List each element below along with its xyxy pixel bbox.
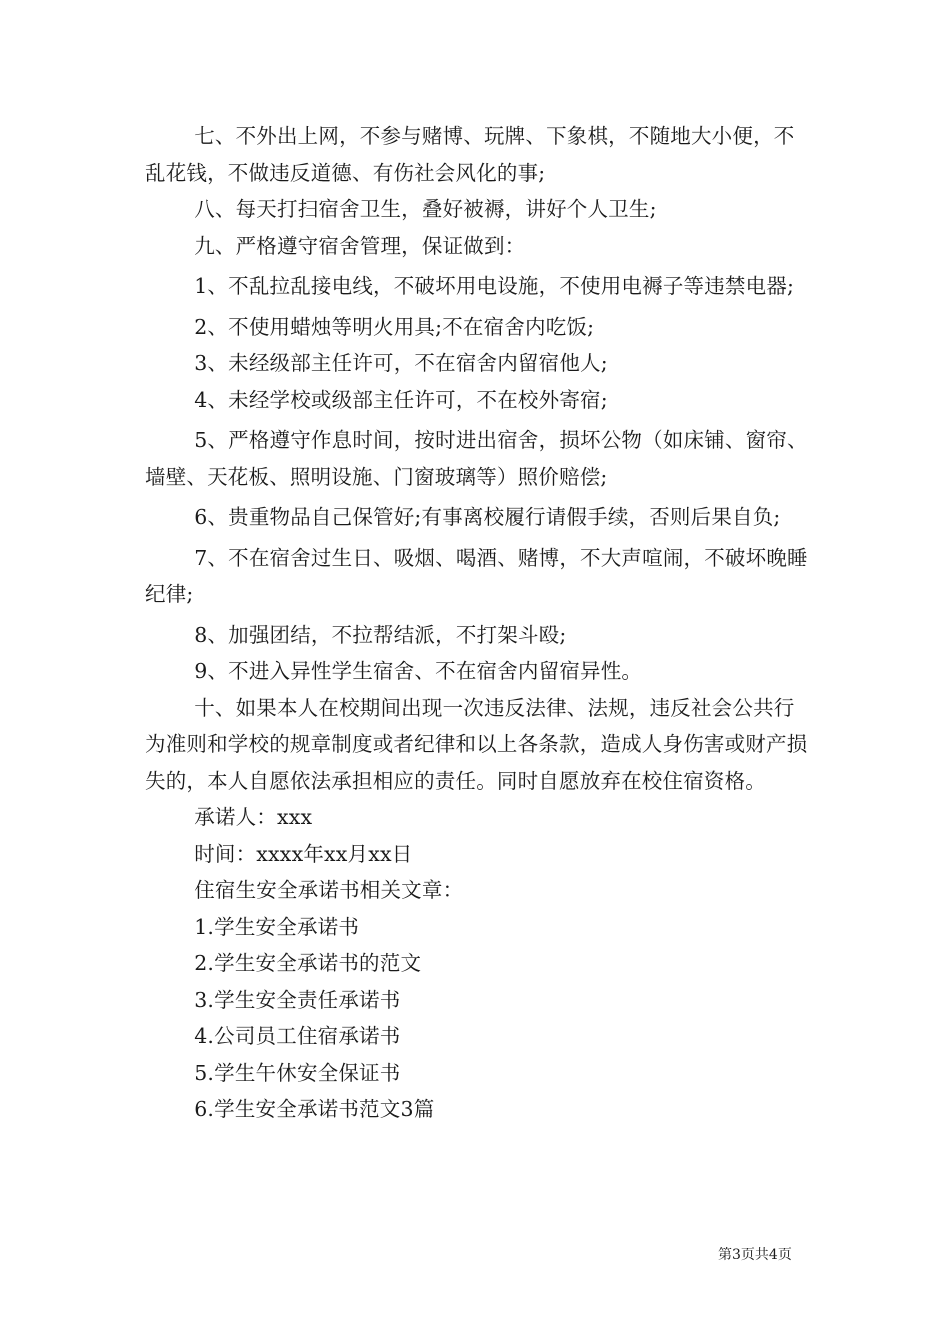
rule-3: 3、未经级部主任许可，不在宿舍内留宿他人;: [194, 351, 608, 375]
rule-4: 4、未经学校或级部主任许可，不在校外寄宿;: [194, 387, 608, 412]
rule-7: 7、不在宿舍过生日、吸烟、喝酒、赌博，不大声喧闹，不破坏晚睡纪律;: [145, 545, 808, 606]
related-article-link[interactable]: 2.学生安全承诺书的范文: [194, 951, 422, 975]
paragraph-8: 八、每天打扫宿舍卫生，叠好被褥，讲好个人卫生;: [194, 197, 657, 221]
signer-line: 承诺人：xxx: [194, 805, 313, 829]
document-body: [145, 118, 813, 1128]
related-article-link[interactable]: 6.学生安全承诺书范文3篇: [194, 1097, 435, 1121]
rule-1: 1、不乱拉乱接电线，不破坏用电设施，不使用电褥子等违禁电器;: [194, 274, 795, 298]
rule-9: 9、不进入异性学生宿舍、不在宿舍内留宿异性。: [194, 659, 643, 683]
page-number: 第3页共4页: [718, 1247, 792, 1263]
rule-6: 6、贵重物品自己保管好;有事离校履行请假手续，否则后果自负;: [194, 505, 781, 529]
related-article-link[interactable]: 3.学生安全责任承诺书: [194, 987, 401, 1012]
related-article-link[interactable]: 4.公司员工住宿承诺书: [194, 1024, 401, 1048]
rule-8: 8、加强团结，不拉帮结派，不打架斗殴;: [194, 622, 567, 647]
date-line: 时间：xxxx年xx月xx日: [194, 841, 413, 866]
paragraph-9: 九、严格遵守宿舍管理，保证做到：: [194, 233, 526, 258]
paragraph-10: 十、如果本人在校期间出现一次违反法律、法规，违反社会公共行为准则和学校的规章制度或者纪律和以上各条款，造成人身伤害或财产损失的，本人自愿依法承担相应的责任。同时自愿放弃在校住宿资格。: [145, 695, 808, 793]
related-articles-heading: 住宿生安全承诺书相关文章：: [194, 878, 464, 902]
rule-2: 2、不使用蜡烛等明火用具;不在宿舍内吃饭;: [194, 314, 595, 339]
paragraph-7: 七、不外出上网，不参与赌博、玩牌、下象棋，不随地大小便，不乱花钱，不做违反道德、有伤社会风化的事;: [145, 124, 795, 185]
related-article-link[interactable]: 5.学生午休安全保证书: [194, 1060, 401, 1085]
rule-5: 5、严格遵守作息时间，按时进出宿舍，损坏公物（如床铺、窗帘、墙壁、天花板、照明设施、门窗玻璃等）照价赔偿;: [145, 428, 808, 489]
related-article-link[interactable]: 1.学生安全承诺书: [194, 914, 360, 939]
